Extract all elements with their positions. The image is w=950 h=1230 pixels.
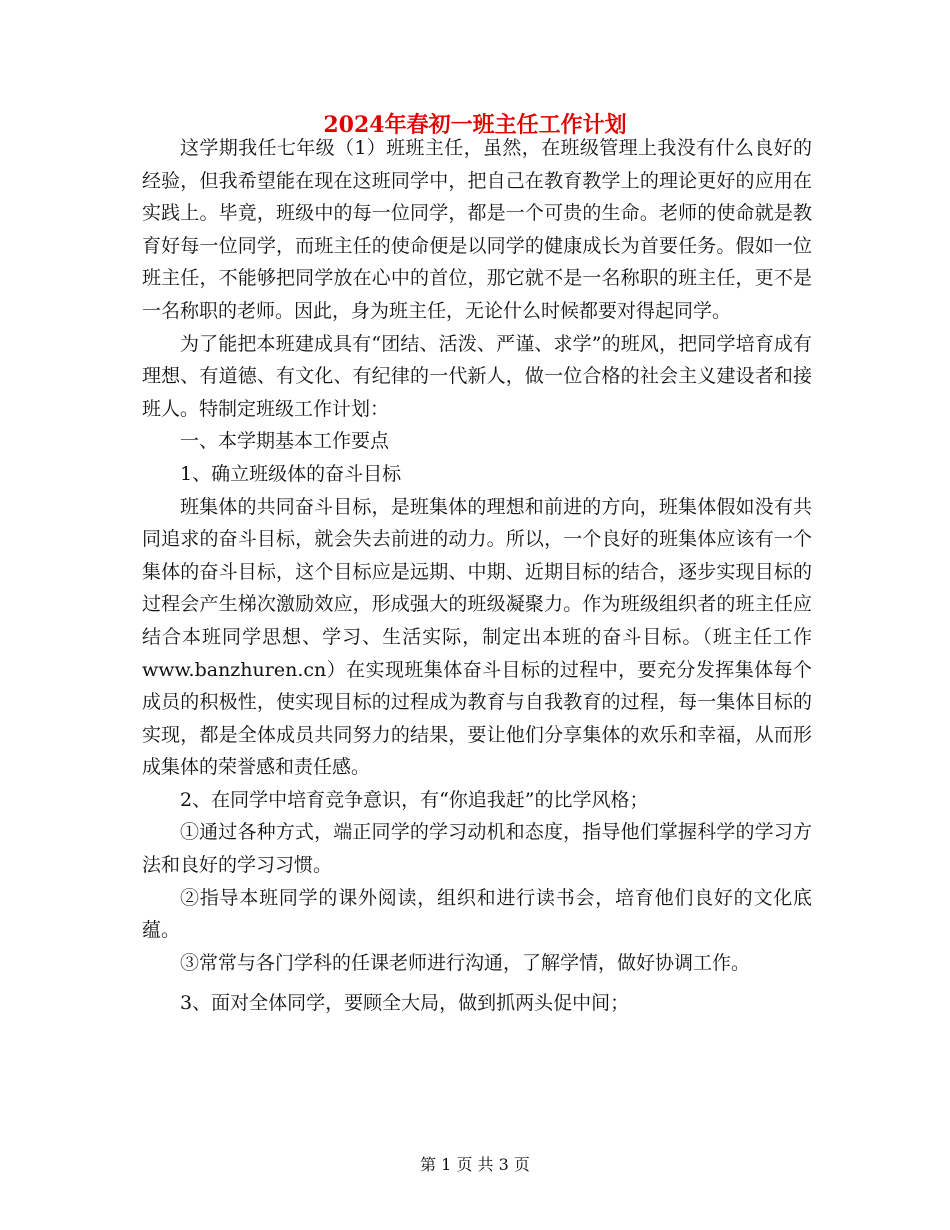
paragraph-intro: 这学期我任七年级（1）班班主任，虽然，在班级管理上我没有什么良好的经验，但我希望能在现在这班同学中，把自己在教育教学上的理论更好的应用在实践上。毕竟，班级中的每一位同学，都是一个可贵的生命。老师的使命就是教育好每一位同学，而班主任的使命便是以同学的健康成长为首要任务。假如一位班主任，不能够把同学放在心中的首位，那它就不是一名称职的班主任，更不是一名称职的老师。因此，身为班主任，无论什么时候都要对得起同学。 (142, 137, 812, 322)
document-body (142, 132, 812, 1020)
subheading-1: 1、确立班级体的奋斗目标 (180, 462, 402, 485)
page-number-footer: 第 1 页 共 3 页 (420, 1155, 530, 1174)
list-item-3: ③常常与各门学科的任课老师进行沟通，了解学情，做好协调工作。 (180, 951, 751, 974)
document-title: 2024年春初一班主任工作计划 (323, 112, 627, 138)
subheading-3: 3、面对全体同学，要顾全大局，做到抓两头促中间； (180, 992, 630, 1015)
subheading-2: 2、在同学中培育竞争意识，有“你追我赶”的比学风格； (180, 788, 649, 811)
list-item-2: ②指导本班同学的课外阅读，组织和进行读书会，培育他们良好的文化底蕴。 (142, 886, 812, 942)
list-item-1: ①通过各种方式，端正同学的学习动机和态度，指导他们掌握科学的学习方法和良好的学习习惯。 (142, 821, 812, 877)
paragraph-class-goal: 班集体的共同奋斗目标，是班集体的理想和前进的方向，班集体假如没有共同追求的奋斗目标，就会失去前进的动力。所以，一个良好的班集体应该有一个集体的奋斗目标，这个目标应是远期、中期、近期目标的结合，逐步实现目标的过程会产生梯次激励效应，形成强大的班级凝聚力。作为班级组织者的班主任应结合本班同学思想、学习、生活实际，制定出本班的奋斗目标。（班主任工作www.banzhuren.cn）在实现班集体奋斗目标的过程中，要充分发挥集体每个成员的积极性，使实现目标的过程成为教育与自我教育的过程，每一集体目标的实现，都是全体成员共同努力的结果，要让他们分享集体的欢乐和幸福，从而形成集体的荣誉感和责任感。 (142, 495, 812, 779)
paragraph-goal: 为了能把本班建成具有“团结、活泼、严谨、求学”的班风，把同学培育成有理想、有道德、有文化、有纪律的一代新人，做一位合格的社会主义建设者和接班人。特制定班级工作计划： (142, 332, 812, 420)
section-heading-1: 一、本学期基本工作要点 (180, 430, 390, 453)
